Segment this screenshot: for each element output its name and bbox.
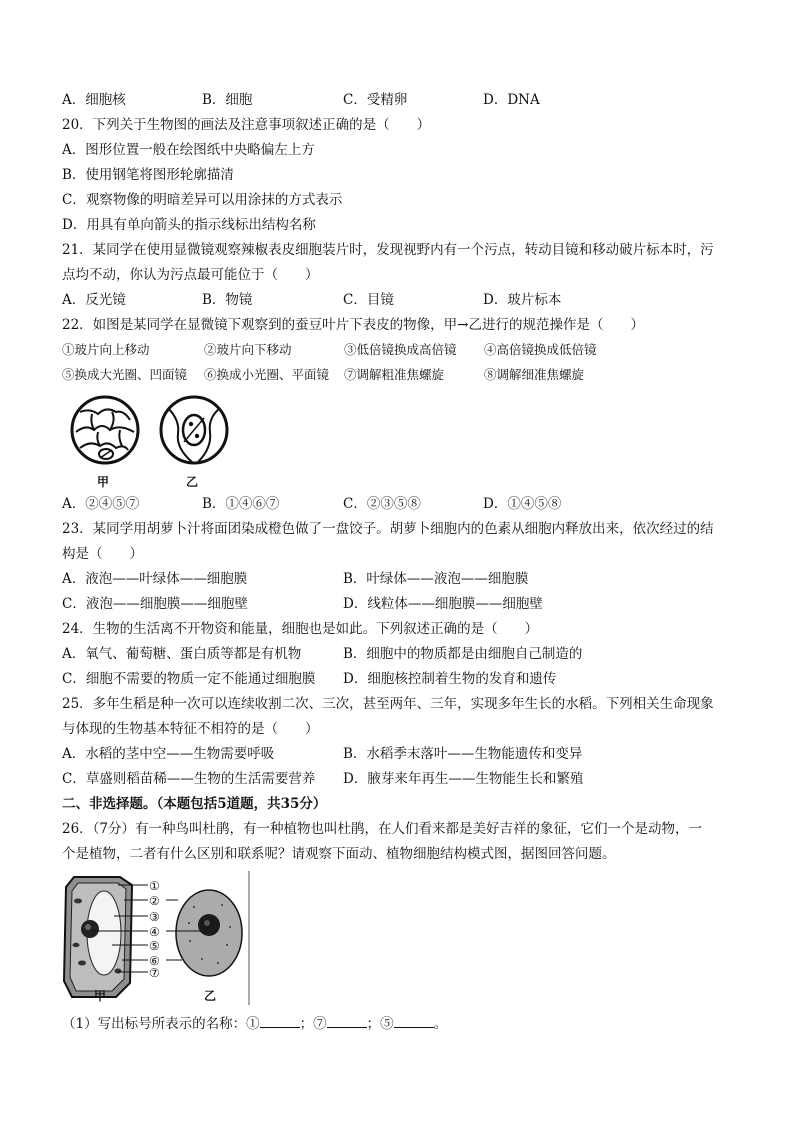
sub1-mid-1: ；⑦ xyxy=(299,1016,327,1032)
q20-option-b: B．使用钢笔将图形轮廓描清 xyxy=(62,167,234,183)
q22-step-1: ①玻片向上移动 xyxy=(62,342,150,357)
answer-blank-7[interactable] xyxy=(327,1015,367,1028)
answer-blank-5[interactable] xyxy=(394,1015,434,1028)
q19-option-d: D．DNA xyxy=(483,92,540,108)
q22-step-3: ③低倍镜换成高倍镜 xyxy=(344,342,457,357)
q23-option-d: D．线粒体——细胞膜——细胞壁 xyxy=(343,596,543,612)
sub1-prefix: （1）写出标号所表示的名称：① xyxy=(62,1016,260,1032)
q21-option-a: A．反光镜 xyxy=(62,292,126,308)
section-heading: 二、非选择题。（本题包括5道题，共35分） xyxy=(62,796,327,812)
q25-option-d: D．腋芽来年再生——生物能生长和繁殖 xyxy=(343,771,584,787)
q23-stem-line2: 构是（ ） xyxy=(62,546,143,562)
q23-option-c: C．液泡——细胞膜——细胞壁 xyxy=(62,596,248,612)
q22-step-6: ⑥换成小光圈、平面镜 xyxy=(204,367,330,382)
view-yi xyxy=(161,397,227,463)
q19-option-c: C．受精卵 xyxy=(343,92,408,108)
q22-label-yi: 乙 xyxy=(186,475,199,489)
q22-stem: 22．如图是某同学在显微镜下观察到的蚕豆叶片下表皮的物像，甲→乙进行的规范操作是（ ） xyxy=(62,317,644,333)
q22-option-a: A．②④⑤⑦ xyxy=(62,496,140,512)
q22-option-c: C．②③⑤⑧ xyxy=(343,496,421,512)
marker-3: ③ xyxy=(149,910,160,924)
q22-step-4: ④高倍镜换成低倍镜 xyxy=(484,342,597,357)
q25-option-b: B．水稻季末落叶——生物能遗传和变异 xyxy=(343,746,583,762)
q22-step-7: ⑦调解粗准焦螺旋 xyxy=(344,367,445,382)
sub1-end: 。 xyxy=(433,1016,448,1032)
marker-6: ⑥ xyxy=(149,954,160,968)
q21-stem-line1: 21．某同学在使用显微镜观察辣椒表皮细胞装片时，发现视野内有一个污点，转动目镜和移动破片标本时，污 xyxy=(62,242,714,258)
q20-stem: 20．下列关于生物图的画法及注意事项叙述正确的是（ ） xyxy=(62,117,431,133)
q21-option-b: B．物镜 xyxy=(202,292,253,308)
q24-option-a: A．氧气、葡萄糖、蛋白质等都是有机物 xyxy=(62,646,302,662)
q26-subquestion-1 xyxy=(62,1015,447,1033)
marker-4: ④ xyxy=(149,925,160,939)
q21-option-c: C．目镜 xyxy=(343,292,394,308)
q23-stem-line1: 23．某同学用胡萝卜汁将面团染成橙色做了一盘饺子。胡萝卜细胞内的色素从细胞内释放出来，依次经过的结 xyxy=(62,521,714,537)
q24-option-d: D．细胞核控制着生物的发育和遗传 xyxy=(343,671,557,687)
view-jia xyxy=(72,397,138,463)
q19-option-b: B．细胞 xyxy=(202,92,253,108)
q22-option-b: B．①④⑥⑦ xyxy=(202,496,280,512)
marker-7: ⑦ xyxy=(149,966,160,980)
q26-stem-line1: 26．（7分）有一种鸟叫杜鹃，有一种植物也叫杜鹃，在人们看来都是美好吉祥的象征，它们一个是动物，一 xyxy=(62,821,703,837)
marker-5: ⑤ xyxy=(149,939,160,953)
label-yi: 乙 xyxy=(204,989,217,1003)
label-jia: 甲 xyxy=(94,989,107,1003)
q25-stem-line2: 与体现的生物基本特征不相符的是（ ） xyxy=(62,721,319,737)
q24-option-c: C．细胞不需要的物质一定不能通过细胞膜 xyxy=(62,671,316,687)
q20-option-d: D．用具有单向箭头的指示线标出结构名称 xyxy=(62,217,316,233)
plant-cell xyxy=(64,877,132,997)
marker-1: ① xyxy=(149,879,160,893)
q21-option-d: D．玻片标本 xyxy=(483,292,562,308)
q26-stem-line2: 个是植物，二者有什么区别和联系呢？请观察下面动、植物细胞结构模式图，据图回答问题。 xyxy=(62,846,616,862)
animal-cell xyxy=(176,890,242,976)
q20-option-a: A．图形位置一般在绘图纸中央略偏左上方 xyxy=(62,142,315,158)
q22-option-d: D．①④⑤⑧ xyxy=(483,496,562,512)
q25-option-a: A．水稻的茎中空——生物需要呼吸 xyxy=(62,746,275,762)
q25-option-c: C．草盛则稻苗稀——生物的生活需要营养 xyxy=(62,771,316,787)
q22-microscope-figure xyxy=(62,390,232,490)
q26-cell-figure xyxy=(62,871,252,1005)
q23-option-a: A．液泡——叶绿体——细胞膜 xyxy=(62,571,248,587)
marker-2: ② xyxy=(149,894,160,908)
q21-stem-line2: 点均不动，你认为污点最可能位于（ ） xyxy=(62,267,319,283)
q22-step-5: ⑤换成大光圈、凹面镜 xyxy=(62,367,188,382)
q25-stem-line1: 25．多年生稻是种一次可以连续收割二次、三次，甚至两年、三年，实现多年生长的水稻。下列相关生命现象 xyxy=(62,696,714,712)
q24-option-b: B．细胞中的物质都是由细胞自己制造的 xyxy=(343,646,583,662)
q22-label-jia: 甲 xyxy=(97,475,110,489)
q19-option-a: A．细胞核 xyxy=(62,92,126,108)
q22-step-8: ⑧调解细准焦螺旋 xyxy=(484,367,585,382)
sub1-mid-2: ；⑤ xyxy=(366,1016,394,1032)
answer-blank-1[interactable] xyxy=(260,1015,300,1028)
q24-stem: 24．生物的生活离不开物资和能量，细胞也是如此。下列叙述正确的是（ ） xyxy=(62,621,539,637)
q20-option-c: C．观察物像的明暗差异可以用涂抹的方式表示 xyxy=(62,192,343,208)
q23-option-b: B．叶绿体——液泡——细胞膜 xyxy=(343,571,529,587)
q22-step-2: ②玻片向下移动 xyxy=(204,342,292,357)
